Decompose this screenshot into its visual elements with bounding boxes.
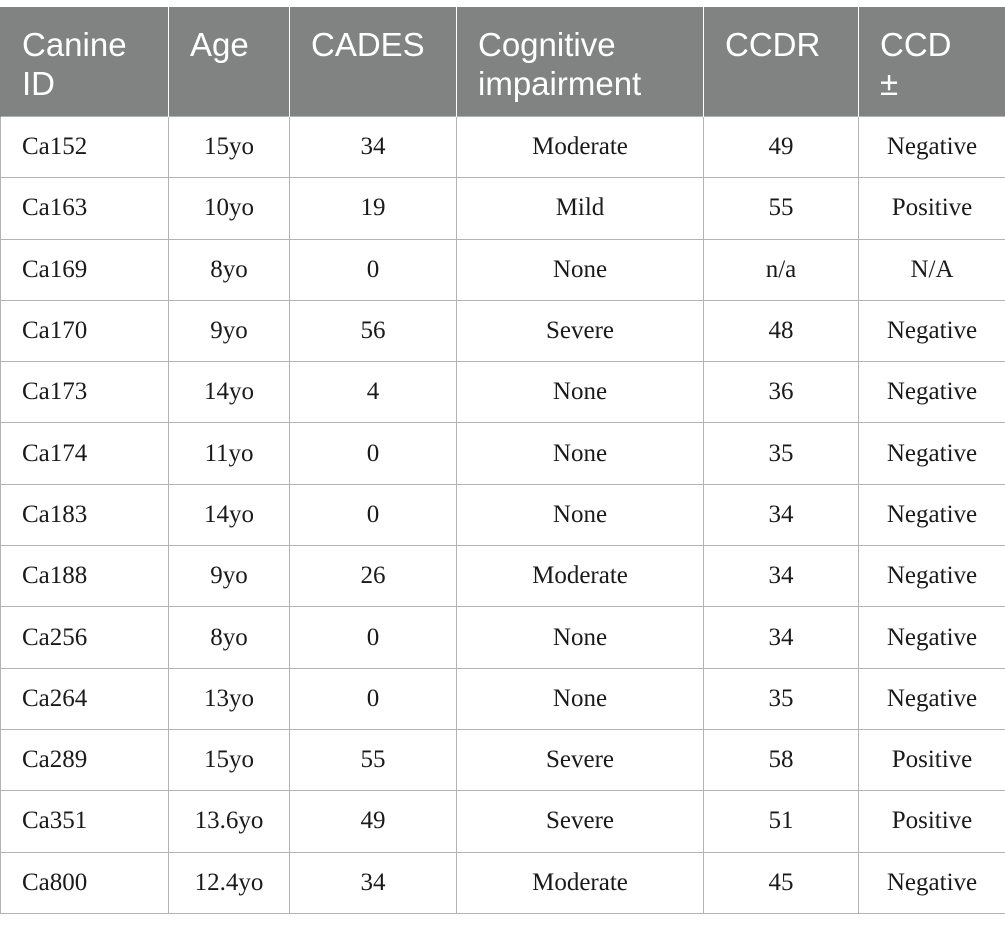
age-cell: 12.4yo bbox=[169, 852, 290, 913]
age-cell: 15yo bbox=[169, 729, 290, 790]
ccdr-cell: 55 bbox=[704, 178, 859, 239]
cognitive-impairment-cell: Severe bbox=[457, 300, 704, 361]
ccd-cell: Negative bbox=[859, 852, 1005, 913]
header-line: Canine bbox=[22, 26, 127, 63]
ccd-cell: Negative bbox=[859, 607, 1005, 668]
header-line: ID bbox=[22, 65, 55, 102]
column-header-ccd bbox=[859, 7, 1005, 117]
canine-id-cell: Ca800 bbox=[1, 852, 169, 913]
ccd-cell: Positive bbox=[859, 791, 1005, 852]
cognitive-impairment-cell: Severe bbox=[457, 729, 704, 790]
cades-cell: 55 bbox=[290, 729, 457, 790]
cades-cell: 0 bbox=[290, 668, 457, 729]
cades-cell: 19 bbox=[290, 178, 457, 239]
cognitive-impairment-cell: Moderate bbox=[457, 117, 704, 178]
canine-id-cell: Ca152 bbox=[1, 117, 169, 178]
header-line: CADES bbox=[311, 26, 425, 63]
header-line: Cognitive bbox=[478, 26, 616, 63]
age-cell: 15yo bbox=[169, 117, 290, 178]
ccdr-cell: 51 bbox=[704, 791, 859, 852]
cades-cell: 34 bbox=[290, 852, 457, 913]
canine-id-cell: Ca351 bbox=[1, 791, 169, 852]
header-line: ± bbox=[880, 65, 899, 102]
canine-id-cell: Ca169 bbox=[1, 239, 169, 300]
canine-id-cell: Ca264 bbox=[1, 668, 169, 729]
ccdr-cell: 58 bbox=[704, 729, 859, 790]
header-line: impairment bbox=[478, 65, 642, 102]
ccd-cell: Positive bbox=[859, 178, 1005, 239]
table-row bbox=[1, 546, 1005, 607]
cognitive-impairment-cell: Moderate bbox=[457, 852, 704, 913]
age-cell: 14yo bbox=[169, 484, 290, 545]
column-header-canine-id bbox=[1, 7, 169, 117]
table-row bbox=[1, 239, 1005, 300]
table-row bbox=[1, 484, 1005, 545]
age-cell: 13yo bbox=[169, 668, 290, 729]
ccdr-cell: 45 bbox=[704, 852, 859, 913]
ccd-cell: Negative bbox=[859, 484, 1005, 545]
column-header-age bbox=[169, 7, 290, 117]
cognitive-impairment-cell: None bbox=[457, 362, 704, 423]
cades-cell: 49 bbox=[290, 791, 457, 852]
canine-id-cell: Ca170 bbox=[1, 300, 169, 361]
ccdr-cell: n/a bbox=[704, 239, 859, 300]
cades-cell: 0 bbox=[290, 607, 457, 668]
cognitive-impairment-cell: Moderate bbox=[457, 546, 704, 607]
table-row bbox=[1, 178, 1005, 239]
age-cell: 8yo bbox=[169, 607, 290, 668]
cognitive-impairment-cell: None bbox=[457, 239, 704, 300]
ccd-cell: Positive bbox=[859, 729, 1005, 790]
cades-cell: 4 bbox=[290, 362, 457, 423]
cades-cell: 56 bbox=[290, 300, 457, 361]
ccdr-cell: 36 bbox=[704, 362, 859, 423]
ccdr-cell: 35 bbox=[704, 423, 859, 484]
table-row bbox=[1, 117, 1005, 178]
table-row bbox=[1, 300, 1005, 361]
ccd-cell: Negative bbox=[859, 423, 1005, 484]
ccd-cell: Negative bbox=[859, 117, 1005, 178]
ccdr-cell: 34 bbox=[704, 484, 859, 545]
canine-id-cell: Ca183 bbox=[1, 484, 169, 545]
cades-cell: 0 bbox=[290, 423, 457, 484]
canine-id-cell: Ca174 bbox=[1, 423, 169, 484]
cognitive-impairment-cell: None bbox=[457, 607, 704, 668]
cades-cell: 0 bbox=[290, 239, 457, 300]
cognitive-impairment-cell: None bbox=[457, 668, 704, 729]
age-cell: 9yo bbox=[169, 300, 290, 361]
table-row bbox=[1, 362, 1005, 423]
cades-cell: 0 bbox=[290, 484, 457, 545]
age-cell: 11yo bbox=[169, 423, 290, 484]
canine-id-cell: Ca256 bbox=[1, 607, 169, 668]
cognitive-impairment-cell: None bbox=[457, 484, 704, 545]
cades-cell: 34 bbox=[290, 117, 457, 178]
cognitive-impairment-cell: None bbox=[457, 423, 704, 484]
age-cell: 14yo bbox=[169, 362, 290, 423]
column-header-ccdr bbox=[704, 7, 859, 117]
age-cell: 8yo bbox=[169, 239, 290, 300]
canine-id-cell: Ca188 bbox=[1, 546, 169, 607]
age-cell: 13.6yo bbox=[169, 791, 290, 852]
ccdr-cell: 34 bbox=[704, 546, 859, 607]
header-row bbox=[1, 7, 1005, 117]
cades-cell: 26 bbox=[290, 546, 457, 607]
canine-id-cell: Ca289 bbox=[1, 729, 169, 790]
age-cell: 9yo bbox=[169, 546, 290, 607]
ccdr-cell: 48 bbox=[704, 300, 859, 361]
ccd-cell: Negative bbox=[859, 362, 1005, 423]
column-header-cognitive-impairment bbox=[457, 7, 704, 117]
ccd-cell: Negative bbox=[859, 300, 1005, 361]
table-row bbox=[1, 423, 1005, 484]
column-header-cades bbox=[290, 7, 457, 117]
table-header bbox=[1, 7, 1005, 117]
canine-data-table bbox=[0, 7, 1005, 914]
ccd-cell: N/A bbox=[859, 239, 1005, 300]
table-row bbox=[1, 791, 1005, 852]
table-row bbox=[1, 607, 1005, 668]
canine-id-cell: Ca173 bbox=[1, 362, 169, 423]
header-line: CCDR bbox=[725, 26, 821, 63]
cognitive-impairment-cell: Mild bbox=[457, 178, 704, 239]
ccdr-cell: 35 bbox=[704, 668, 859, 729]
table-row bbox=[1, 668, 1005, 729]
ccdr-cell: 34 bbox=[704, 607, 859, 668]
age-cell: 10yo bbox=[169, 178, 290, 239]
table-row bbox=[1, 729, 1005, 790]
canine-id-cell: Ca163 bbox=[1, 178, 169, 239]
header-line: CCD bbox=[880, 26, 952, 63]
header-line: Age bbox=[190, 26, 249, 63]
ccd-cell: Negative bbox=[859, 668, 1005, 729]
table-body bbox=[1, 117, 1005, 914]
ccd-cell: Negative bbox=[859, 546, 1005, 607]
ccdr-cell: 49 bbox=[704, 117, 859, 178]
table-row bbox=[1, 852, 1005, 913]
cognitive-impairment-cell: Severe bbox=[457, 791, 704, 852]
